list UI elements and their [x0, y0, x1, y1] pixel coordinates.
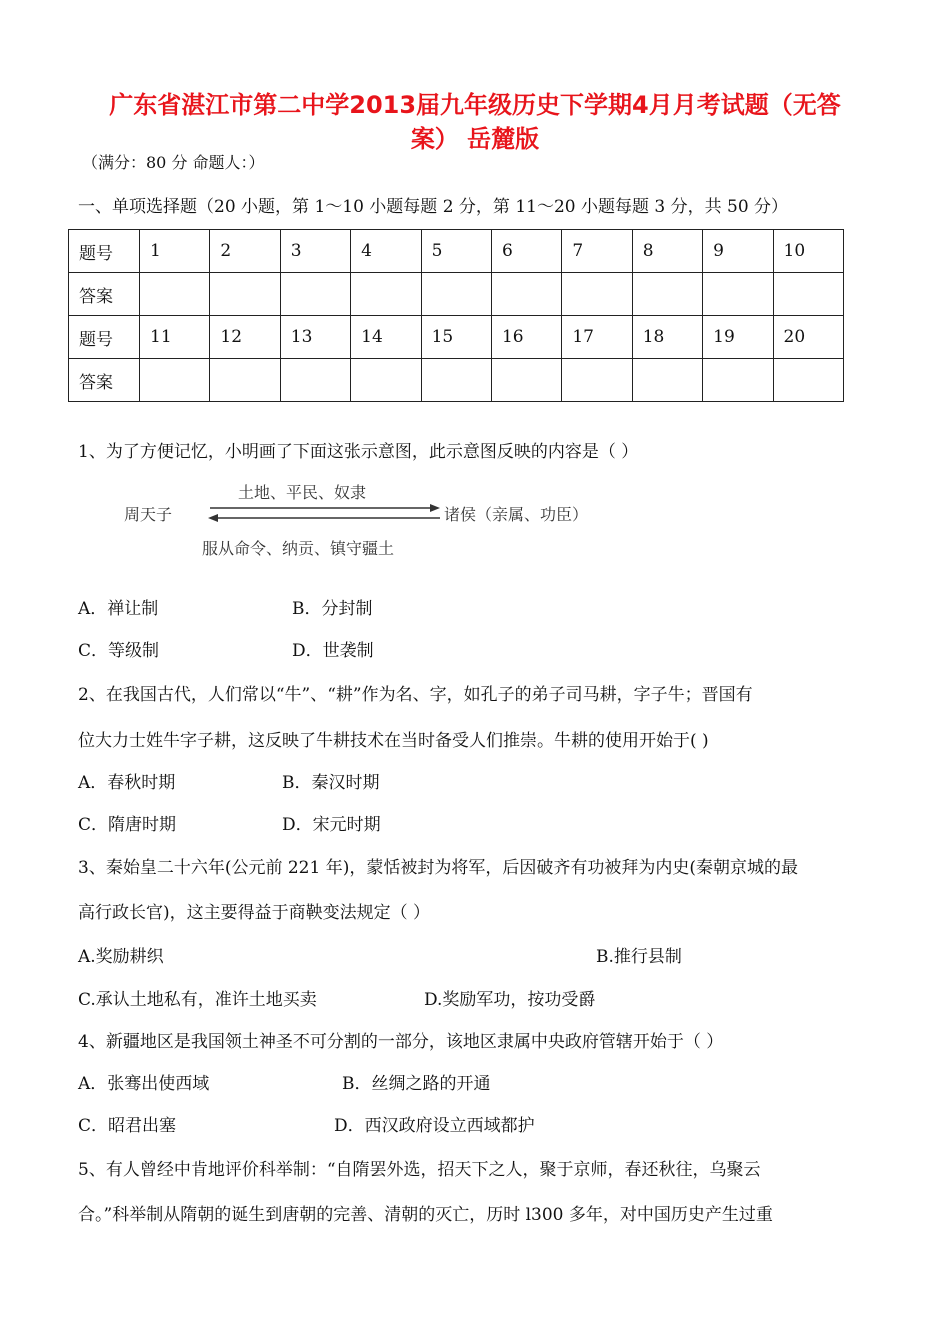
answer-cell[interactable]	[632, 359, 702, 402]
question-number-cell: 14	[351, 316, 421, 359]
question-number-cell: 5	[421, 230, 491, 273]
question-number-cell: 9	[703, 230, 773, 273]
question-number-cell: 7	[562, 230, 632, 273]
q4-option-d: D．西汉政府设立西域都护	[334, 1116, 535, 1136]
q3-option-b: B.推行县制	[596, 947, 682, 967]
q2-option-c: C．隋唐时期	[78, 815, 177, 835]
q1-option-a: A．禅让制	[78, 599, 159, 619]
answer-cell[interactable]	[140, 273, 210, 316]
q4-option-c: C．昭君出塞	[78, 1116, 177, 1136]
answer-cell[interactable]	[562, 273, 632, 316]
answer-cell[interactable]	[280, 273, 350, 316]
question-5-stem-2: 合。”科举制从隋朝的诞生到唐朝的完善、清朝的灭亡，历时 l300 多年，对中国历史产生过重	[78, 1205, 773, 1225]
answer-label: 答案	[69, 359, 140, 402]
q1-option-c: C．等级制	[78, 641, 160, 661]
question-5-stem-1: 5、有人曾经中肯地评价科举制：“自隋罢外选，招天下之人，聚于京师，春还秋往，乌聚云	[78, 1160, 761, 1180]
question-4-stem: 4、新疆地区是我国领土神圣不可分割的一部分，该地区隶属中央政府管辖开始于（ ）	[78, 1032, 724, 1052]
answer-label: 答案	[69, 273, 140, 316]
question-number-cell: 6	[491, 230, 561, 273]
answer-table-row	[69, 359, 844, 402]
q3-option-d: D.奖励军功，按功受爵	[424, 990, 596, 1010]
question-number-cell: 19	[703, 316, 773, 359]
question-number-cell: 18	[632, 316, 702, 359]
q3-option-a: A.奖励耕织	[78, 947, 164, 967]
q1-option-b: B．分封制	[292, 599, 373, 619]
diagram-right-label: 诸侯（亲属、功臣）	[444, 505, 589, 524]
diagram-bottom-label: 服从命令、纳贡、镇守疆土	[202, 539, 395, 558]
diagram-top-label: 土地、平民、奴隶	[238, 483, 367, 502]
q2-option-d: D．宋元时期	[282, 815, 381, 835]
answer-cell[interactable]	[351, 273, 421, 316]
question-number-cell: 11	[140, 316, 210, 359]
answer-cell[interactable]	[421, 273, 491, 316]
answer-cell[interactable]	[210, 359, 280, 402]
answer-cell[interactable]	[351, 359, 421, 402]
question-number-cell: 17	[562, 316, 632, 359]
right-arrow-head	[430, 504, 440, 512]
answer-table-row	[69, 316, 844, 359]
feudal-diagram	[118, 478, 598, 562]
q2-option-a: A．春秋时期	[78, 773, 176, 793]
answer-table-row	[69, 230, 844, 273]
answer-cell[interactable]	[280, 359, 350, 402]
answer-cell[interactable]	[703, 273, 773, 316]
q2-option-b: B．秦汉时期	[282, 773, 380, 793]
answer-cell[interactable]	[210, 273, 280, 316]
q1-option-d: D．世袭制	[292, 641, 374, 661]
title-line-1: 广东省湛江市第二中学2013届九年级历史下学期4月月考试题（无答	[109, 91, 841, 119]
question-3-stem-2: 高行政长官)，这主要得益于商鞅变法规定（ ）	[78, 903, 431, 923]
q3-option-c: C.承认土地私有，准许土地买卖	[78, 990, 317, 1010]
answer-cell[interactable]	[773, 273, 843, 316]
answer-cell[interactable]	[562, 359, 632, 402]
question-number-cell: 4	[351, 230, 421, 273]
question-number-cell: 15	[421, 316, 491, 359]
question-number-label: 题号	[69, 230, 140, 273]
answer-cell[interactable]	[421, 359, 491, 402]
title-line-2: 案） 岳麓版	[410, 125, 540, 153]
answer-cell[interactable]	[632, 273, 702, 316]
q4-option-b: B．丝绸之路的开通	[342, 1074, 491, 1094]
answer-table-row	[69, 273, 844, 316]
question-number-cell: 2	[210, 230, 280, 273]
question-number-cell: 16	[491, 316, 561, 359]
answer-cell[interactable]	[491, 273, 561, 316]
q4-option-a: A．张骞出使西域	[78, 1074, 210, 1094]
question-number-cell: 20	[773, 316, 843, 359]
answer-table	[68, 229, 844, 402]
exam-title	[60, 88, 890, 156]
question-number-label: 题号	[69, 316, 140, 359]
left-arrow-head	[208, 514, 218, 522]
answer-cell[interactable]	[491, 359, 561, 402]
section-heading: 一、单项选择题（20 小题，第 1～10 小题每题 2 分，第 11～20 小题每题 3 分，共 50 分）	[78, 197, 789, 217]
question-number-cell: 3	[280, 230, 350, 273]
question-number-cell: 10	[773, 230, 843, 273]
question-number-cell: 8	[632, 230, 702, 273]
exam-meta: （满分：80 分 命题人：）	[82, 153, 265, 172]
question-number-cell: 1	[140, 230, 210, 273]
question-2-stem-2: 位大力士姓牛字子耕，这反映了牛耕技术在当时备受人们推崇。牛耕的使用开始于( )	[78, 731, 709, 751]
question-2-stem-1: 2、在我国古代，人们常以“牛”、“耕”作为名、字，如孔子的弟子司马耕，字子牛；晋国有	[78, 685, 753, 705]
answer-cell[interactable]	[140, 359, 210, 402]
answer-cell[interactable]	[773, 359, 843, 402]
question-number-cell: 13	[280, 316, 350, 359]
diagram-arrows	[118, 478, 598, 562]
question-1-stem: 1、为了方便记忆，小明画了下面这张示意图，此示意图反映的内容是（ ）	[78, 442, 639, 462]
diagram-left-label: 周天子	[124, 505, 173, 524]
question-number-cell: 12	[210, 316, 280, 359]
question-3-stem-1: 3、秦始皇二十六年(公元前 221 年)，蒙恬被封为将军，后因破齐有功被拜为内史(秦朝京城的最	[78, 858, 798, 878]
answer-cell[interactable]	[703, 359, 773, 402]
